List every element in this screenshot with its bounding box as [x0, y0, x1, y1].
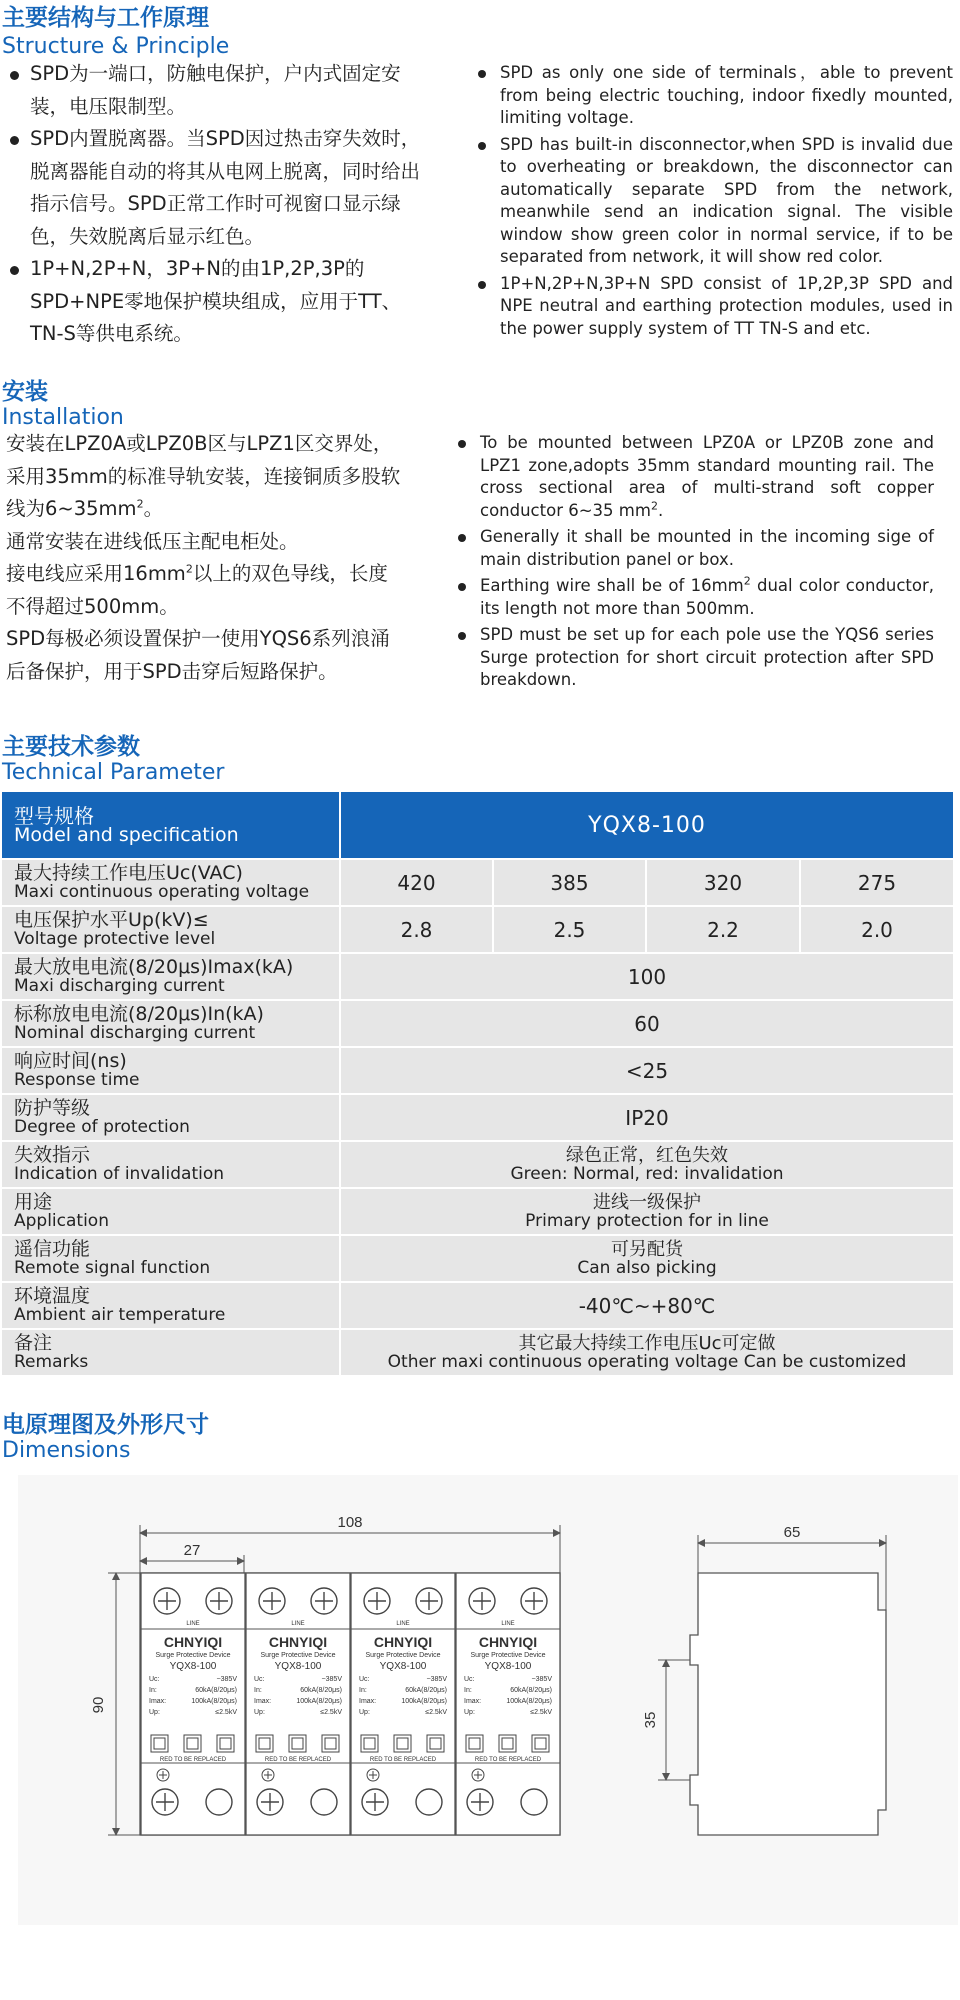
structure-title-cn: 主要结构与工作原理	[2, 5, 209, 31]
module-subtitle: Surge Protective Device	[470, 1652, 546, 1659]
row-label-en: Remote signal function	[14, 1258, 211, 1278]
row-label-cn: 响应时间(ns)	[14, 1050, 127, 1072]
row-label-en: Nominal discharging current	[14, 1023, 256, 1043]
module-spec-label: Imax:	[149, 1698, 167, 1705]
row-label-cn: 电压保护水平Up(kV)≤	[14, 909, 209, 931]
superscript: 2	[136, 497, 144, 511]
module-spec-label: Uc:	[464, 1676, 475, 1683]
header-label-en: Model and specification	[14, 823, 239, 846]
module-brand: CHNYIQI	[268, 1634, 328, 1650]
installation-cn-p3: 接电线应采用16mm	[6, 562, 186, 585]
table-cell	[340, 1141, 954, 1188]
cell-value-cn: 可另配货	[611, 1239, 683, 1260]
dim-depth: 65	[783, 1524, 801, 1541]
dim-rail: 35	[642, 1711, 659, 1729]
module-spec-value: 100kA(8/20μs)	[191, 1698, 237, 1705]
table-cell: 420	[340, 859, 493, 906]
module-subtitle: Surge Protective Device	[365, 1652, 441, 1659]
table-row	[1, 1282, 954, 1329]
module-footer: RED TO BE REPLACED	[264, 1757, 332, 1763]
cell-value-en: Can also picking	[577, 1258, 717, 1278]
table-cell: 100	[340, 953, 954, 1000]
row-label-en: Indication of invalidation	[14, 1164, 225, 1184]
table-cell: 2.8	[340, 906, 493, 953]
header-label	[1, 791, 340, 859]
installation-cn-text	[6, 428, 401, 688]
row-label	[1, 1282, 340, 1329]
row-label-cn: 防护等级	[14, 1097, 91, 1119]
module-spec-value: ~385V	[321, 1676, 342, 1683]
table-cell: 275	[800, 859, 954, 906]
superscript: 2	[650, 499, 658, 512]
installation-title-en: Installation	[2, 405, 124, 430]
row-label	[1, 859, 340, 906]
structure-en-item: 1P+N,2P+N,3P+N SPD consist of 1P,2P,3P SPD and NPE neutral and earthing protection modules, used in the power supply system of TT TN-S and etc.	[474, 273, 953, 341]
spd-module	[351, 1573, 455, 1835]
dim-height: 90	[90, 1696, 107, 1714]
module-spec-value: ≤2.5kV	[320, 1709, 342, 1716]
row-label-en: Degree of protection	[14, 1117, 190, 1137]
structure-cn-item: 1P+N,2P+N，3P+N的由1P,2P,3P的SPD+NPE零地保护模块组成，应用于TT、TN-S等供电系统。	[2, 253, 422, 351]
installation-cn-p1-end: 。	[143, 497, 164, 520]
module-line-label: LINE	[186, 1621, 200, 1627]
module-spec-value: 100kA(8/20μs)	[296, 1698, 342, 1705]
table-cell: 2.5	[493, 906, 646, 953]
dimensions-title-en: Dimensions	[2, 1438, 131, 1463]
table-cell: <25	[340, 1047, 954, 1094]
table-cell: 385	[493, 859, 646, 906]
row-label-cn: 标称放电电流(8/20μs)In(kA)	[14, 1003, 264, 1025]
table-row	[1, 1235, 954, 1282]
row-label-cn: 备注	[14, 1332, 53, 1354]
spec-table-header	[1, 791, 954, 859]
module-spec-label: Uc:	[254, 1676, 265, 1683]
cell-value-en: Green: Normal, red: invalidation	[510, 1164, 784, 1184]
row-label	[1, 1188, 340, 1235]
row-label	[1, 953, 340, 1000]
installation-cn-paragraph: SPD每极必须设置保护一使用YQS6系列浪涌后备保护，用于SPD击穿后短路保护。	[6, 627, 390, 683]
installation-en-item: Generally it shall be mounted in the incoming sige of main distribution panel or box.	[454, 526, 934, 571]
structure-en-list	[474, 62, 953, 344]
module-spec-value: 100kA(8/20μs)	[506, 1698, 552, 1705]
row-label-en: Remarks	[14, 1352, 89, 1372]
installation-en-1-end: .	[657, 500, 664, 520]
module-spec-value: 60kA(8/20μs)	[510, 1687, 552, 1694]
row-label-en: Voltage protective level	[14, 929, 216, 949]
dimensions-title-cn: 电原理图及外形尺寸	[2, 1412, 209, 1438]
module-spec-label: In:	[359, 1687, 367, 1694]
table-row	[1, 906, 954, 953]
model-name: YQX8-100	[340, 791, 954, 859]
table-cell	[340, 1329, 954, 1376]
installation-en-item	[454, 575, 934, 620]
row-label-cn: 遥信功能	[14, 1238, 91, 1260]
dimensions-drawing	[18, 1475, 958, 1925]
row-label-en: Response time	[14, 1070, 140, 1090]
installation-en-3: Earthing wire shall be of 16mm	[480, 576, 744, 595]
module-spec-label: Imax:	[464, 1698, 482, 1705]
table-row	[1, 859, 954, 906]
spd-module	[456, 1573, 560, 1835]
structure-title-en: Structure & Principle	[2, 34, 230, 59]
module-model: YQX8-100	[274, 1661, 322, 1672]
tech-title-en: Technical Parameter	[2, 760, 225, 785]
module-line-label: LINE	[501, 1621, 515, 1627]
row-label	[1, 1329, 340, 1376]
row-label	[1, 1094, 340, 1141]
module-model: YQX8-100	[484, 1661, 532, 1672]
row-label-en: Maxi discharging current	[14, 976, 225, 996]
dimensions-drawing-area	[18, 1475, 958, 1925]
table-row	[1, 1094, 954, 1141]
table-row	[1, 1329, 954, 1376]
header-label-cn: 型号规格	[14, 803, 94, 828]
module-brand: CHNYIQI	[163, 1634, 223, 1650]
installation-cn-paragraph: 通常安装在进线低压主配电柜处。	[6, 529, 299, 553]
spd-module	[141, 1573, 245, 1835]
module-spec-value: ~385V	[216, 1676, 237, 1683]
module-spec-value: ≤2.5kV	[425, 1709, 447, 1716]
module-spec-label: Up:	[149, 1709, 160, 1716]
side-view	[642, 1524, 886, 1835]
superscript: 2	[743, 574, 751, 588]
module-spec-label: Up:	[254, 1709, 265, 1716]
table-cell: 320	[646, 859, 800, 906]
module-spec-value: 100kA(8/20μs)	[401, 1698, 447, 1705]
row-label-en: Application	[14, 1211, 109, 1231]
cell-value-en: Other maxi continuous operating voltage Can be customized	[387, 1352, 907, 1372]
module-footer: RED TO BE REPLACED	[474, 1757, 542, 1763]
module-model: YQX8-100	[379, 1661, 427, 1672]
row-label-cn: 最大持续工作电压Uc(VAC)	[14, 862, 243, 884]
table-row	[1, 1188, 954, 1235]
row-label	[1, 1235, 340, 1282]
module-spec-label: In:	[149, 1687, 157, 1694]
row-label-cn: 最大放电电流(8/20μs)Imax(kA)	[14, 956, 294, 978]
row-label	[1, 1047, 340, 1094]
superscript: 2	[185, 562, 193, 576]
structure-en-item: SPD as only one side of terminals，able to prevent from being electric touching, indoor fixedly mounted, limiting voltage.	[474, 62, 953, 130]
module-subtitle: Surge Protective Device	[260, 1652, 336, 1659]
table-cell	[340, 1235, 954, 1282]
module-spec-value: 60kA(8/20μs)	[405, 1687, 447, 1694]
row-label-en: Maxi continuous operating voltage	[14, 882, 310, 902]
module-line-label: LINE	[396, 1621, 410, 1627]
table-row	[1, 1047, 954, 1094]
module-spec-label: Uc:	[359, 1676, 370, 1683]
installation-en-list	[454, 432, 934, 696]
module-line-label: LINE	[291, 1621, 305, 1627]
tech-title-cn: 主要技术参数	[2, 734, 140, 760]
installation-cn-paragraph	[6, 558, 401, 623]
module-spec-value: ~385V	[426, 1676, 447, 1683]
installation-en-1: To be mounted between LPZ0A or LPZ0B zone and LPZ1 zone,adopts 35mm standard mounting rail. The cross sectional area of multi-strand soft copper conductor 6~35 mm	[480, 433, 934, 520]
module-spec-value: ~385V	[531, 1676, 552, 1683]
module-subtitle: Surge Protective Device	[155, 1652, 231, 1659]
module-footer: RED TO BE REPLACED	[159, 1757, 227, 1763]
structure-cn-item: SPD内置脱离器。当SPD因过热击穿失效时，脱离器能自动的将其从电网上脱离，同时给出指示信号。SPD正常工作时可视窗口显示绿色，失效脱离后显示红色。	[2, 123, 422, 253]
table-cell: IP20	[340, 1094, 954, 1141]
table-row	[1, 953, 954, 1000]
module-spec-value: ≤2.5kV	[215, 1709, 237, 1716]
front-view	[90, 1514, 560, 1835]
row-label-cn: 用途	[14, 1191, 53, 1213]
table-cell: 60	[340, 1000, 954, 1047]
row-label-en: Ambient air temperature	[14, 1305, 226, 1325]
table-cell: 2.2	[646, 906, 800, 953]
installation-title-cn: 安装	[2, 379, 48, 405]
spec-table	[0, 790, 955, 1377]
table-row	[1, 1000, 954, 1047]
installation-en-3-end: dual color conductor, its length not more than 500mm.	[480, 576, 934, 618]
module-spec-value: 60kA(8/20μs)	[300, 1687, 342, 1694]
dim-width-module: 27	[183, 1542, 201, 1559]
row-label	[1, 1000, 340, 1047]
module-model: YQX8-100	[169, 1661, 217, 1672]
structure-cn-item: SPD为一端口，防触电保护，户内式固定安装，电压限制型。	[2, 58, 422, 123]
module-spec-label: In:	[464, 1687, 472, 1694]
installation-cn-p1: 安装在LPZ0A或LPZ0B区与LPZ1区交界处，采用35mm的标准导轨安装，连接铜质多股软线为6~35mm	[6, 432, 401, 520]
module-spec-label: Imax:	[359, 1698, 377, 1705]
dim-width-total: 108	[337, 1514, 363, 1531]
module-footer: RED TO BE REPLACED	[369, 1757, 437, 1763]
module-spec-label: Up:	[464, 1709, 475, 1716]
installation-en-item	[454, 432, 934, 522]
module-spec-value: ≤2.5kV	[530, 1709, 552, 1716]
installation-en-item: SPD must be set up for each pole use the YQS6 series Surge protection for short circuit protection after SPD breakdown.	[454, 624, 934, 692]
row-label-cn: 失效指示	[14, 1144, 91, 1166]
module-spec-label: In:	[254, 1687, 262, 1694]
cell-value-cn: 进线一级保护	[593, 1192, 701, 1213]
module-spec-value: 60kA(8/20μs)	[195, 1687, 237, 1694]
module-brand: CHNYIQI	[373, 1634, 433, 1650]
module-brand: CHNYIQI	[478, 1634, 538, 1650]
structure-cn-list	[2, 58, 422, 351]
cell-value-en: Primary protection for in line	[525, 1211, 769, 1231]
installation-cn-paragraph	[6, 428, 401, 526]
installation-cn-p3-end: 以上的双色导线，长度不得超过500mm。	[6, 562, 388, 618]
row-label	[1, 906, 340, 953]
table-cell: -40℃~+80℃	[340, 1282, 954, 1329]
row-label-cn: 环境温度	[14, 1285, 91, 1307]
spd-module	[246, 1573, 350, 1835]
module-spec-label: Uc:	[149, 1676, 160, 1683]
module-spec-label: Imax:	[254, 1698, 272, 1705]
structure-en-item: SPD has built-in disconnector,when SPD is invalid due to overheating or breakdown, the disconnector can automatically separate SPD from the network, meanwhile send an indication signal. The visible window show green color in normal service, if to be separated from network, it will show red color.	[474, 134, 953, 269]
row-label	[1, 1141, 340, 1188]
table-cell: 2.0	[800, 906, 954, 953]
table-cell	[340, 1188, 954, 1235]
table-row	[1, 1141, 954, 1188]
cell-value-cn: 绿色正常，红色失效	[566, 1145, 728, 1166]
module-spec-label: Up:	[359, 1709, 370, 1716]
cell-value-cn: 其它最大持续工作电压Uc可定做	[518, 1333, 776, 1354]
